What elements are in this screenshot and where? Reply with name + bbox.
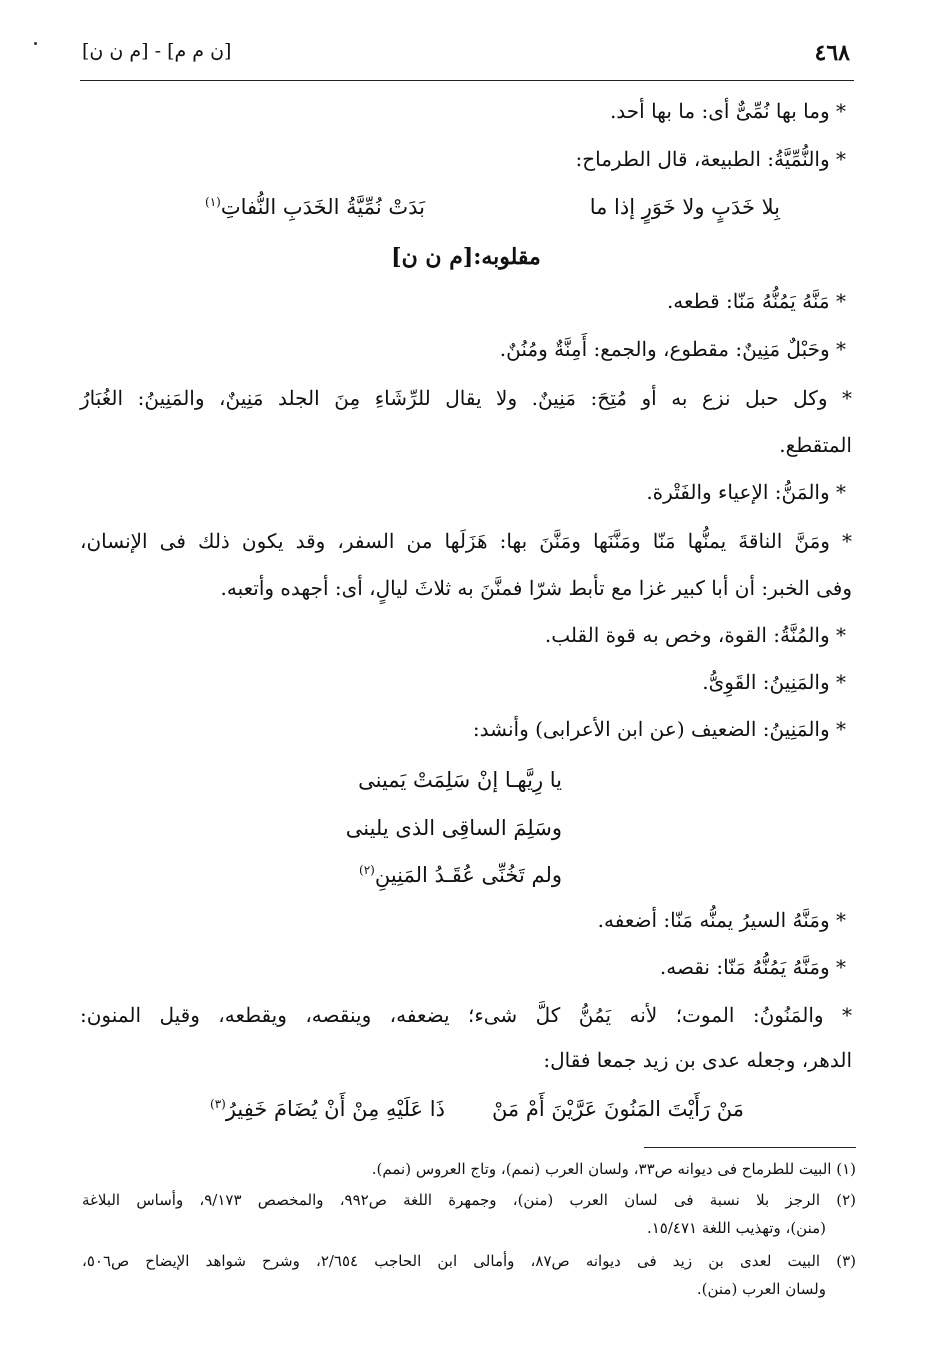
section-heading: مقلوبه:[م ن ن] (391, 244, 541, 270)
page-number: ٤٦٨ (814, 40, 850, 66)
entry-line: * مَنَّهُ يَمُنُّهُ مَنّا: قطعه. (666, 289, 846, 313)
entry-line-continuation: وفى الخبر: أن أبا كبير غزا مع تأبط شرّا فمنَّنَ به ثلاثَ ليالٍ، أى: أجهده وأتعبه. (220, 576, 852, 600)
verse-hemistich-right: بِلا خَدَبٍ ولا خَوَرٍ إذا ما (589, 195, 780, 219)
entry-line: * ومَنَّ الناقةَ يمنُّها مَنّا ومَنَّنَها ومَنَّنَ بها: هَزَلَها من السفر، وقد يكون ذلك فى الإنسان، (80, 529, 852, 553)
entry-line: * وحَبْلٌ مَنِينٌ: مقطوع، والجمع: أَمِنَّةٌ ومُنُنٌ. (499, 337, 846, 361)
entry-line: * والمَنُّ: الإعياء والفَتْرة. (646, 480, 846, 504)
rajaz-line: يا رِيَّهـا إنْ سَلِمَتْ يَمينى (358, 768, 562, 792)
verse-text: ذَا عَلَيْهِ مِنْ أَنْ يُضَامَ خَفِيرُ (225, 1097, 445, 1121)
entry-line: * ومَنَّهُ السيرُ يمنُّه مَنّا: أضعفه. (597, 908, 846, 932)
running-header-title: [ن م م] - [م ن ن] (82, 40, 232, 62)
footnote-marker: (٣) (210, 1097, 226, 1111)
entry-line: * ومَنَّهُ يَمُنُّهُ مَنّا: نقصه. (659, 955, 846, 979)
entry-line: * والمُنَّةُ: القوة، وخص به قوة القلب. (544, 623, 846, 647)
entry-line-continuation: الدهر، وجعله عدى بن زيد جمعا فقال: (543, 1048, 852, 1072)
rajaz-line (359, 859, 562, 891)
footnote-marker: (١) (205, 195, 221, 209)
footnote-rule (644, 1147, 856, 1148)
footnote-2: (٢) الرجز بلا نسبة فى لسان العرب (منن)، وجمهرة اللغة ص٩٩٢، والمخصص ٩/١٧٣، وأساس البلاغة (82, 1191, 856, 1209)
verse-text: ولم تَخُنِّى عُقَـدُ المَنِينِ (374, 863, 562, 887)
verse-hemistich-left (205, 191, 425, 223)
footnote-marker: (٢) (359, 863, 375, 877)
footnote-3: (٣) البيت لعدى بن زيد فى ديوانه ص٨٧، وأمالى ابن الحاجب ٢/٦٥٤، وشرح شواهد الإيضاح ص٥٠٦، (82, 1252, 857, 1270)
entry-line-continuation: المتقطع. (779, 433, 852, 457)
entry-line: * والمَنِينُ: القَوِىُّ. (702, 670, 846, 694)
scan-speck (34, 42, 37, 45)
entry-line: * والمَنِينُ: الضعيف (عن ابن الأعرابى) وأنشد: (472, 717, 846, 741)
entry-line: * وما بها نُمِّىٌّ أى: ما بها أحد. (609, 99, 846, 123)
entry-line: * والمَنُونُ: الموت؛ لأنه يَمُنُّ كلَّ شىء؛ يضعفه، وينقصه، ويقطعه، وقيل المنون: (80, 1003, 852, 1027)
footnote-2-continuation: (منن)، وتهذيب اللغة ١٥/٤٧١. (646, 1219, 826, 1237)
entry-line: * وكل حبل نزع به أو مُتِحَ: مَنِينٌ. ولا يقال للرِّشَاءِ مِنَ الجلد مَنِينٌ، والمَنِينُ: الغُبَارُ (80, 386, 852, 410)
verse-text: بَدَتْ نُمِّيَّةُ الخَدَبِ النُّفاتِ (220, 195, 426, 219)
footnote-3-continuation: ولسان العرب (منن). (696, 1280, 826, 1298)
verse-hemistich-right: مَنْ رَأَيْتَ المَنُونَ عَرَّيْنَ أَمْ مَنْ (491, 1097, 744, 1121)
footnote-1: (١) البيت للطرماح فى ديوانه ص٣٣، ولسان العرب (نمم)، وتاج العروس (نمم). (371, 1160, 856, 1178)
verse-hemistich-left (210, 1093, 445, 1125)
header-rule (80, 80, 854, 81)
rajaz-line: وسَلِمَ الساقِى الذى يلينى (345, 816, 562, 840)
entry-line: * والنُّمِّيَّةُ: الطبيعة، قال الطرماح: (575, 147, 846, 171)
